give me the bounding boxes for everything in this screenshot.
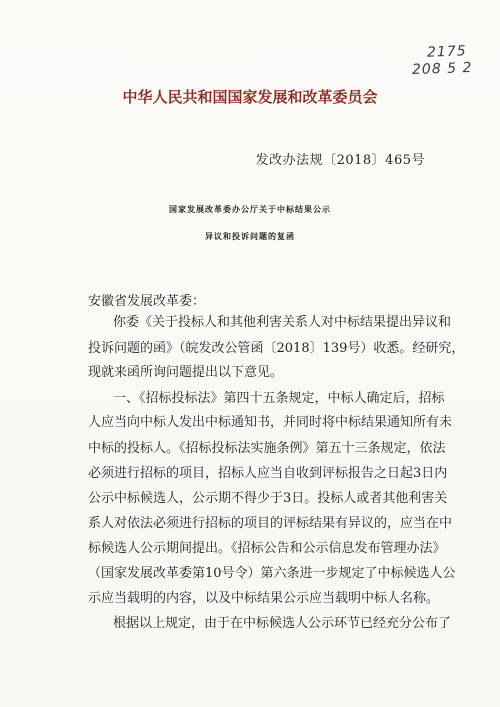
- body-line: 人应当向中标人发出中标通知书，并同时将中标结果通知所有未: [88, 415, 453, 430]
- body-line: （国家发展改革委第10号令）第六条进一步规定了中标候选人公: [88, 566, 456, 581]
- body-line: 投诉问题的函》（皖发改公管函〔2018〕139号）收悉。经研究，: [88, 341, 465, 356]
- body-line: 系人对依法必须进行招标的项目的评标结果有异议的，应当在中: [88, 516, 453, 531]
- document-title-line: 异议和投诉问题的复函: [205, 232, 295, 241]
- body-line: 你委《关于投标人和其他利害关系人对中标结果提出异议和: [113, 315, 452, 330]
- body-line: 必须进行招标的项目，招标人应当自收到评标报告之日起3日内: [88, 466, 448, 481]
- document-title-line: 国家发展改革委办公厅关于中标结果公示: [169, 205, 331, 214]
- handwritten-note: 208 5 2: [411, 59, 473, 79]
- body-line: 示应当载明的内容，以及中标结果公示应当载明中标人名称。: [88, 591, 440, 606]
- salutation: 安徽省发展改革委：: [88, 294, 206, 309]
- body-line: 现就来函所询问题提出以下意见。: [88, 365, 284, 380]
- body-line: 中标的投标人。《招标投标法实施条例》第五十三条规定，依法: [88, 441, 446, 456]
- handwritten-note: 2175: [426, 43, 467, 61]
- document-number: 发改办法规〔2018〕465号: [255, 153, 425, 168]
- body-line: 公示中标候选人，公示期不得少于3日。投标人或者其他利害关: [88, 491, 448, 506]
- body-line: 根据以上规定，由于在中标候选人公示环节已经充分公布了: [113, 616, 452, 631]
- body-line: 标候选人公示期间提出。《招标公告和公示信息发布管理办法》: [88, 541, 446, 556]
- agency-header: 中华人民共和国国家发展和改革委员会: [122, 88, 378, 106]
- body-line: 一、《招标投标法》第四十五条规定，中标人确定后，招标: [113, 391, 445, 406]
